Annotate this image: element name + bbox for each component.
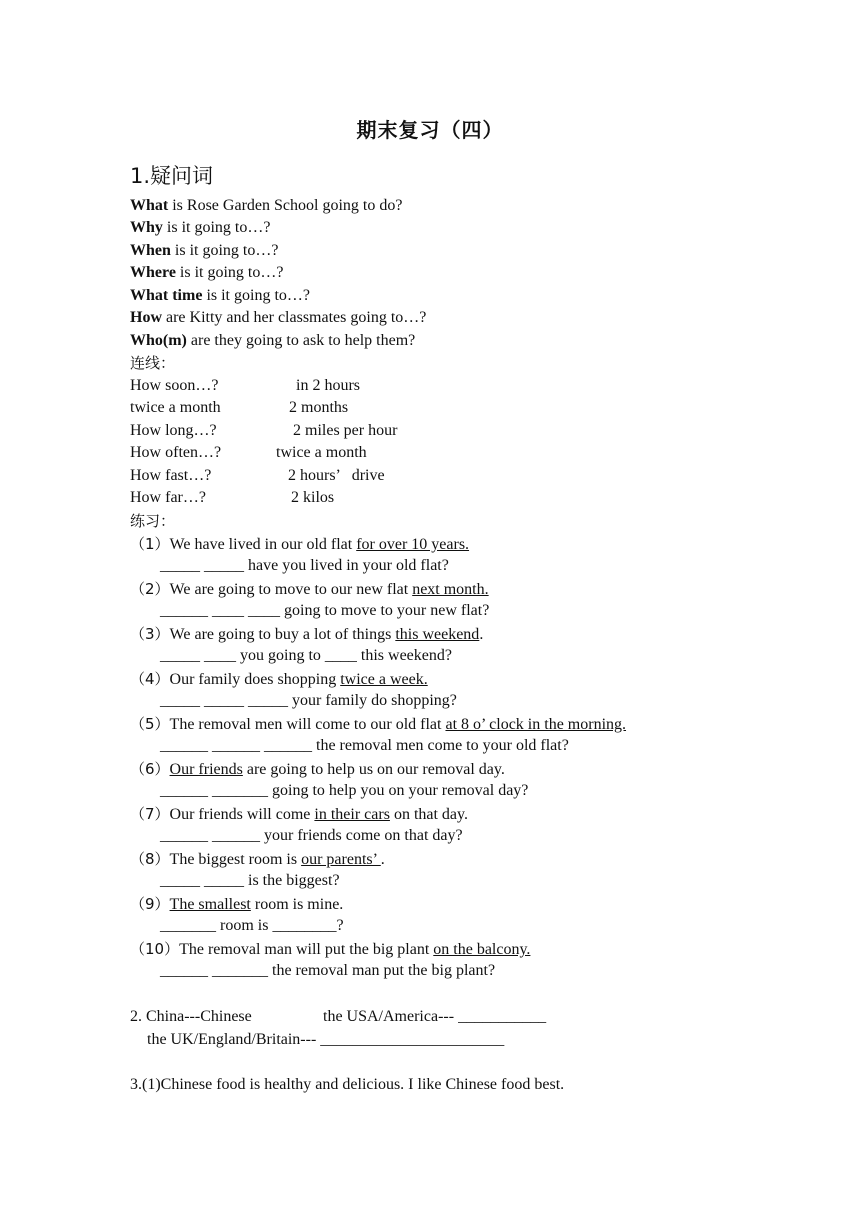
practice-sentence: （5）The removal men will come to our old flat at 8 o’ clock in the morning. [130, 715, 627, 733]
match-left: How fast…? [130, 467, 212, 484]
practice-sentence: （2）We are going to move to our new flat next month. [130, 580, 489, 598]
practice-answer: _______ room is ________? [160, 917, 344, 934]
match-right: 2 months [289, 399, 349, 416]
practice-answer: ______ ______ ______ the removal men come to your old flat? [160, 737, 569, 754]
practice-answer: _____ _____ have you lived in your old flat? [160, 557, 449, 574]
practice-sentence: （10）The removal man will put the big plant on the balcony. [130, 940, 531, 958]
match-label: 连线： [130, 354, 176, 372]
question-line: Why is it going to…? [130, 219, 271, 236]
practice-answer: ______ _______ going to help you on your removal day? [160, 782, 529, 799]
practice-label: 练习： [130, 512, 176, 530]
match-right: 2 hours’ drive [288, 467, 385, 484]
section-2-line: 2. China---Chinese [130, 1008, 252, 1025]
match-left: twice a month [130, 399, 221, 416]
practice-answer: ______ _______ the removal man put the big plant? [160, 962, 496, 979]
match-right: 2 kilos [291, 489, 335, 506]
question-line: What time is it going to…? [130, 287, 310, 304]
practice-sentence: （8）The biggest room is our parents’ . [130, 850, 385, 868]
match-left: How far…? [130, 489, 206, 506]
page-title: 期末复习（四） [356, 118, 504, 142]
question-line: Where is it going to…? [130, 264, 284, 281]
practice-answer: _____ _____ _____ your family do shopping? [160, 692, 457, 709]
practice-sentence: （9）The smallest room is mine. [130, 895, 344, 913]
practice-sentence: （4）Our family does shopping twice a week. [130, 670, 428, 688]
practice-answer: ______ ______ your friends come on that day? [160, 827, 463, 844]
match-right: twice a month [276, 444, 367, 461]
practice-answer: _____ _____ is the biggest? [160, 872, 340, 889]
question-line: When is it going to…? [130, 242, 279, 259]
practice-sentence: （1）We have lived in our old flat for over 10 years. [130, 535, 470, 553]
section-2-line: the USA/America--- ___________ [323, 1008, 547, 1025]
practice-answer: ______ ____ ____ going to move to your new flat? [160, 602, 490, 619]
match-left: How soon…? [130, 377, 219, 394]
question-line: Who(m) are they going to ask to help them? [130, 332, 416, 349]
match-left: How often…? [130, 444, 222, 461]
section-3-line: 3.(1)Chinese food is healthy and delicious. I like Chinese food best. [130, 1076, 565, 1093]
practice-sentence: （3）We are going to buy a lot of things this weekend. [130, 625, 484, 643]
practice-sentence: （7）Our friends will come in their cars on that day. [130, 805, 468, 823]
section-2-line: the UK/England/Britain--- _______________________ [147, 1031, 505, 1048]
question-line: What is Rose Garden School going to do? [130, 197, 403, 214]
practice-answer: _____ ____ you going to ____ this weekend? [160, 647, 452, 664]
match-left: How long…? [130, 422, 217, 439]
match-right: 2 miles per hour [293, 422, 398, 439]
practice-sentence: （6）Our friends are going to help us on our removal day. [130, 760, 505, 778]
question-line: How are Kitty and her classmates going to…? [130, 309, 427, 326]
section-1-heading: 1.疑问词 [130, 164, 214, 188]
match-right: in 2 hours [296, 377, 360, 394]
